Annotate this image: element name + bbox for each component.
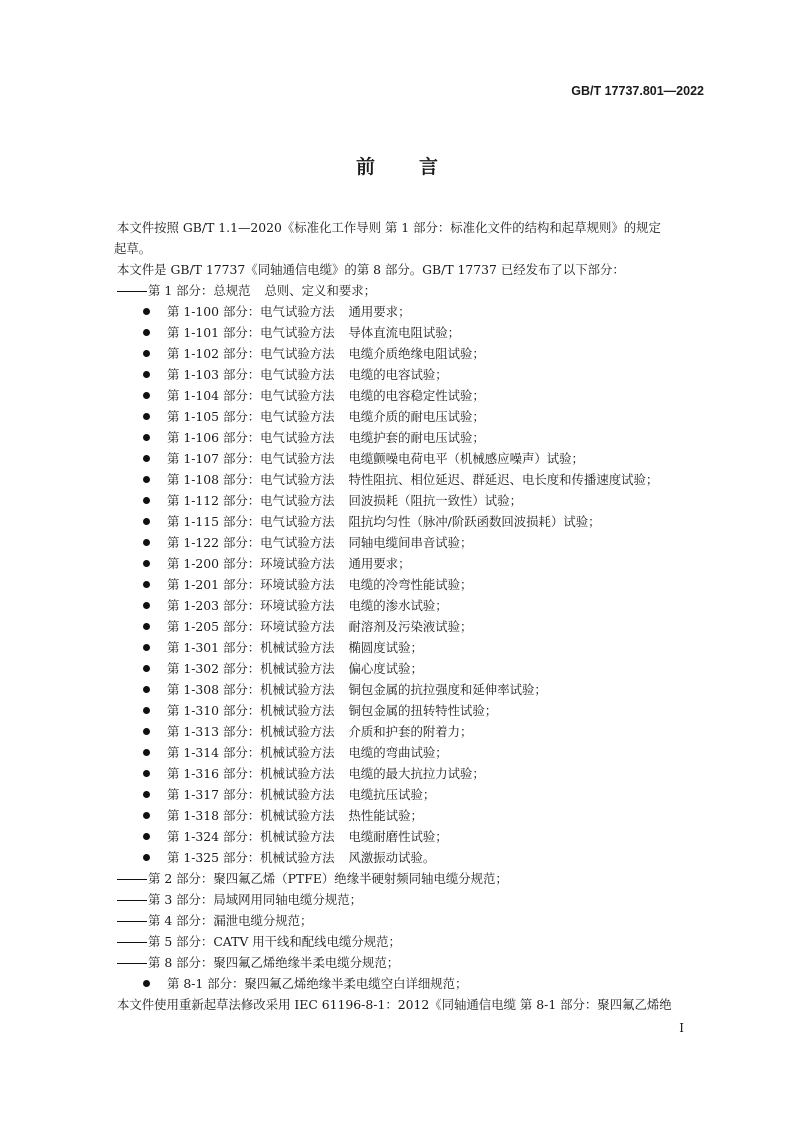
part-1-sub-item: [143, 301, 707, 322]
bullet-dot: [143, 602, 150, 609]
part-entry-text: 第 3 部分：局域网用同轴电缆分规范；: [148, 892, 363, 907]
sub-item-name: 第 1-108 部分：电气试验方法: [167, 472, 335, 487]
sub-item-name: 第 1-106 部分：电气试验方法: [167, 430, 335, 445]
part-1-name: 第 1 部分：总规范: [148, 283, 251, 298]
part-1-sub-item: [143, 490, 707, 511]
part-entry: [117, 910, 707, 931]
sub-item-desc: 偏心度试验；: [348, 661, 423, 676]
sub-item-name: 第 1-317 部分：机械试验方法: [167, 787, 335, 802]
part-1-entry: [117, 280, 707, 301]
bullet-dot: [143, 791, 150, 798]
sub-item-desc: 通用要求；: [348, 556, 411, 571]
sub-item-desc: 耐溶剂及污染液试验；: [348, 619, 473, 634]
bullet-dot: [143, 371, 150, 378]
title-char-1: 前: [355, 156, 375, 178]
sub-item-desc: 电缆的电容试验；: [348, 367, 448, 382]
bullet-dot: [143, 833, 150, 840]
sub-item-name: 第 1-318 部分：机械试验方法: [167, 808, 335, 823]
part-1-sub-item: [143, 616, 707, 637]
part-entry-text: 第 5 部分：CATV 用干线和配线电缆分规范；: [148, 934, 401, 949]
sub-item-desc: 介质和护套的附着力；: [348, 724, 473, 739]
sub-item-name: 第 1-325 部分：机械试验方法: [167, 850, 335, 865]
paragraph-1-line-1: 本文件按照 GB/T 1.1—2020《标准化工作导则 第 1 部分：标准化文件的结构和起草规则》的规定: [117, 220, 661, 235]
dash-mark: [117, 879, 147, 880]
part-1-sub-item: [143, 679, 707, 700]
bullet-dot: [143, 392, 150, 399]
sub-item-name: 第 1-102 部分：电气试验方法: [167, 346, 335, 361]
bullet-dot: [143, 476, 150, 483]
sub-item-name: 第 1-104 部分：电气试验方法: [167, 388, 335, 403]
paragraph-3: 本文件使用重新起草法修改采用 IEC 61196-8-1：2012《同轴通信电缆 第 8-1 部分：聚四氟乙烯绝: [117, 997, 672, 1012]
sub-item-desc: 风激振动试验。: [348, 850, 436, 865]
bullet-dot: [143, 308, 150, 315]
part-1-sub-item: [143, 847, 707, 868]
part-1-sub-item: [143, 406, 707, 427]
sub-item-desc: 电缆的渗水试验；: [348, 598, 448, 613]
bullet-dot: [143, 434, 150, 441]
sub-item-name: 第 1-105 部分：电气试验方法: [167, 409, 335, 424]
sub-item-name: 第 1-200 部分：环境试验方法: [167, 556, 335, 571]
sub-item-desc: 电缆的电容稳定性试验；: [348, 388, 485, 403]
part-1-sub-item: [143, 595, 707, 616]
sub-item-name: 第 1-115 部分：电气试验方法: [167, 514, 335, 529]
sub-item-desc: 通用要求；: [348, 304, 411, 319]
bullet-dot: [143, 623, 150, 630]
part-1-sub-item: [143, 553, 707, 574]
part-1-desc: 总则、定义和要求；: [264, 283, 377, 298]
bullet-dot: [143, 749, 150, 756]
sub-item-desc: 阻抗均匀性（脉冲/阶跃函数回波损耗）试验；: [348, 514, 601, 529]
sub-item-name: 第 1-313 部分：机械试验方法: [167, 724, 335, 739]
part-1-sub-item: [143, 343, 707, 364]
bullet-dot: [143, 581, 150, 588]
bullet-dot: [143, 686, 150, 693]
part-8-1-text: 第 8-1 部分：聚四氟乙烯绝缘半柔电缆空白详细规范；: [167, 976, 468, 991]
bullet-dot: [143, 770, 150, 777]
part-1-sub-item: [143, 784, 707, 805]
bullet-dot: [143, 665, 150, 672]
sub-item-desc: 电缆的最大抗拉力试验；: [348, 766, 485, 781]
sub-item-desc: 铜包金属的抗拉强度和延伸率试验；: [348, 682, 547, 697]
bullet-dot: [143, 518, 150, 525]
part-entry: [117, 952, 707, 973]
bullet-dot: [143, 980, 150, 987]
bullet-dot: [143, 455, 150, 462]
part-1-sub-item: [143, 826, 707, 847]
part-1-sub-item: [143, 763, 707, 784]
sub-item-desc: 电缆介质绝缘电阻试验；: [348, 346, 485, 361]
bullet-dot: [143, 413, 150, 420]
part-entry: [117, 931, 707, 952]
sub-item-name: 第 1-302 部分：机械试验方法: [167, 661, 335, 676]
dash-mark: [117, 900, 147, 901]
sub-item-name: 第 1-101 部分：电气试验方法: [167, 325, 335, 340]
part-entry-text: 第 8 部分：聚四氟乙烯绝缘半柔电缆分规范；: [148, 955, 400, 970]
sub-item-name: 第 1-310 部分：机械试验方法: [167, 703, 335, 718]
part-1-sub-item: [143, 364, 707, 385]
part-entry-text: 第 4 部分：漏泄电缆分规范；: [148, 913, 313, 928]
sub-item-name: 第 1-103 部分：电气试验方法: [167, 367, 335, 382]
part-1-sub-item: [143, 532, 707, 553]
sub-item-name: 第 1-122 部分：电气试验方法: [167, 535, 335, 550]
bullet-dot: [143, 560, 150, 567]
sub-item-name: 第 1-100 部分：电气试验方法: [167, 304, 335, 319]
part-1-sub-item: [143, 721, 707, 742]
sub-item-name: 第 1-316 部分：机械试验方法: [167, 766, 335, 781]
paragraph-1-line-2: 起草。: [114, 241, 152, 256]
document-body: [114, 217, 707, 1015]
part-1-sub-item: [143, 322, 707, 343]
sub-item-name: 第 1-203 部分：环境试验方法: [167, 598, 335, 613]
sub-item-desc: 导体直流电阻试验；: [348, 325, 461, 340]
part-1-sub-item: [143, 469, 707, 490]
part-1-sub-item: [143, 637, 707, 658]
sub-item-desc: 电缆介质的耐电压试验；: [348, 409, 485, 424]
sub-item-name: 第 1-201 部分：环境试验方法: [167, 577, 335, 592]
bullet-dot: [143, 812, 150, 819]
paragraph-2: 本文件是 GB/T 17737《同轴通信电缆》的第 8 部分。GB/T 17737 已经发布了以下部分：: [117, 262, 625, 277]
part-1-sub-item: [143, 448, 707, 469]
page-number: I: [679, 1021, 684, 1035]
bullet-dot: [143, 854, 150, 861]
dash-mark: [117, 963, 147, 964]
sub-item-desc: 电缆颤噪电荷电平（机械感应噪声）试验；: [348, 451, 584, 466]
sub-item-name: 第 1-308 部分：机械试验方法: [167, 682, 335, 697]
bullet-dot: [143, 707, 150, 714]
part-1-sub-item: [143, 385, 707, 406]
part-1-sub-item: [143, 658, 707, 679]
sub-item-desc: 电缆抗压试验；: [348, 787, 436, 802]
part-entry: [117, 889, 707, 910]
sub-item-name: 第 1-324 部分：机械试验方法: [167, 829, 335, 844]
sub-item-desc: 回波损耗（阻抗一致性）试验；: [348, 493, 522, 508]
part-entry: [117, 868, 707, 889]
dash-mark: [117, 921, 147, 922]
sub-item-desc: 同轴电缆间串音试验；: [348, 535, 473, 550]
page-title: [0, 152, 794, 179]
bullet-dot: [143, 497, 150, 504]
bullet-dot: [143, 728, 150, 735]
bullet-dot: [143, 350, 150, 357]
dash-mark: [117, 942, 147, 943]
bullet-dot: [143, 329, 150, 336]
part-1-sub-item: [143, 511, 707, 532]
other-parts-list: [117, 868, 707, 973]
standard-code: GB/T 17737.801—2022: [571, 84, 704, 98]
sub-item-desc: 热性能试验；: [348, 808, 423, 823]
sub-item-desc: 椭圆度试验；: [348, 640, 423, 655]
sub-item-desc: 铜包金属的扭转特性试验；: [348, 703, 498, 718]
part-1-sub-item: [143, 574, 707, 595]
bullet-dot: [143, 539, 150, 546]
sub-item-desc: 电缆护套的耐电压试验；: [348, 430, 485, 445]
part-1-sub-item: [143, 742, 707, 763]
sub-item-name: 第 1-314 部分：机械试验方法: [167, 745, 335, 760]
dash-mark: [117, 291, 147, 292]
sub-item-name: 第 1-112 部分：电气试验方法: [167, 493, 335, 508]
sub-item-desc: 电缆的冷弯性能试验；: [348, 577, 473, 592]
sub-item-desc: 电缆耐磨性试验；: [348, 829, 448, 844]
sub-item-name: 第 1-301 部分：机械试验方法: [167, 640, 335, 655]
part-1-sub-item: [143, 427, 707, 448]
bullet-dot: [143, 644, 150, 651]
sub-item-name: 第 1-107 部分：电气试验方法: [167, 451, 335, 466]
part-1-sub-item: [143, 805, 707, 826]
title-char-2: 言: [419, 156, 439, 178]
part-1-sub-item: [143, 700, 707, 721]
part-entry-text: 第 2 部分：聚四氟乙烯（PTFE）绝缘半硬射频同轴电缆分规范；: [148, 871, 508, 886]
sub-item-desc: 特性阻抗、相位延迟、群延迟、电长度和传播速度试验；: [348, 472, 659, 487]
sub-item-desc: 电缆的弯曲试验；: [348, 745, 448, 760]
part-1-sub-list: [117, 301, 707, 868]
part-8-1-entry: [143, 973, 707, 994]
sub-item-name: 第 1-205 部分：环境试验方法: [167, 619, 335, 634]
